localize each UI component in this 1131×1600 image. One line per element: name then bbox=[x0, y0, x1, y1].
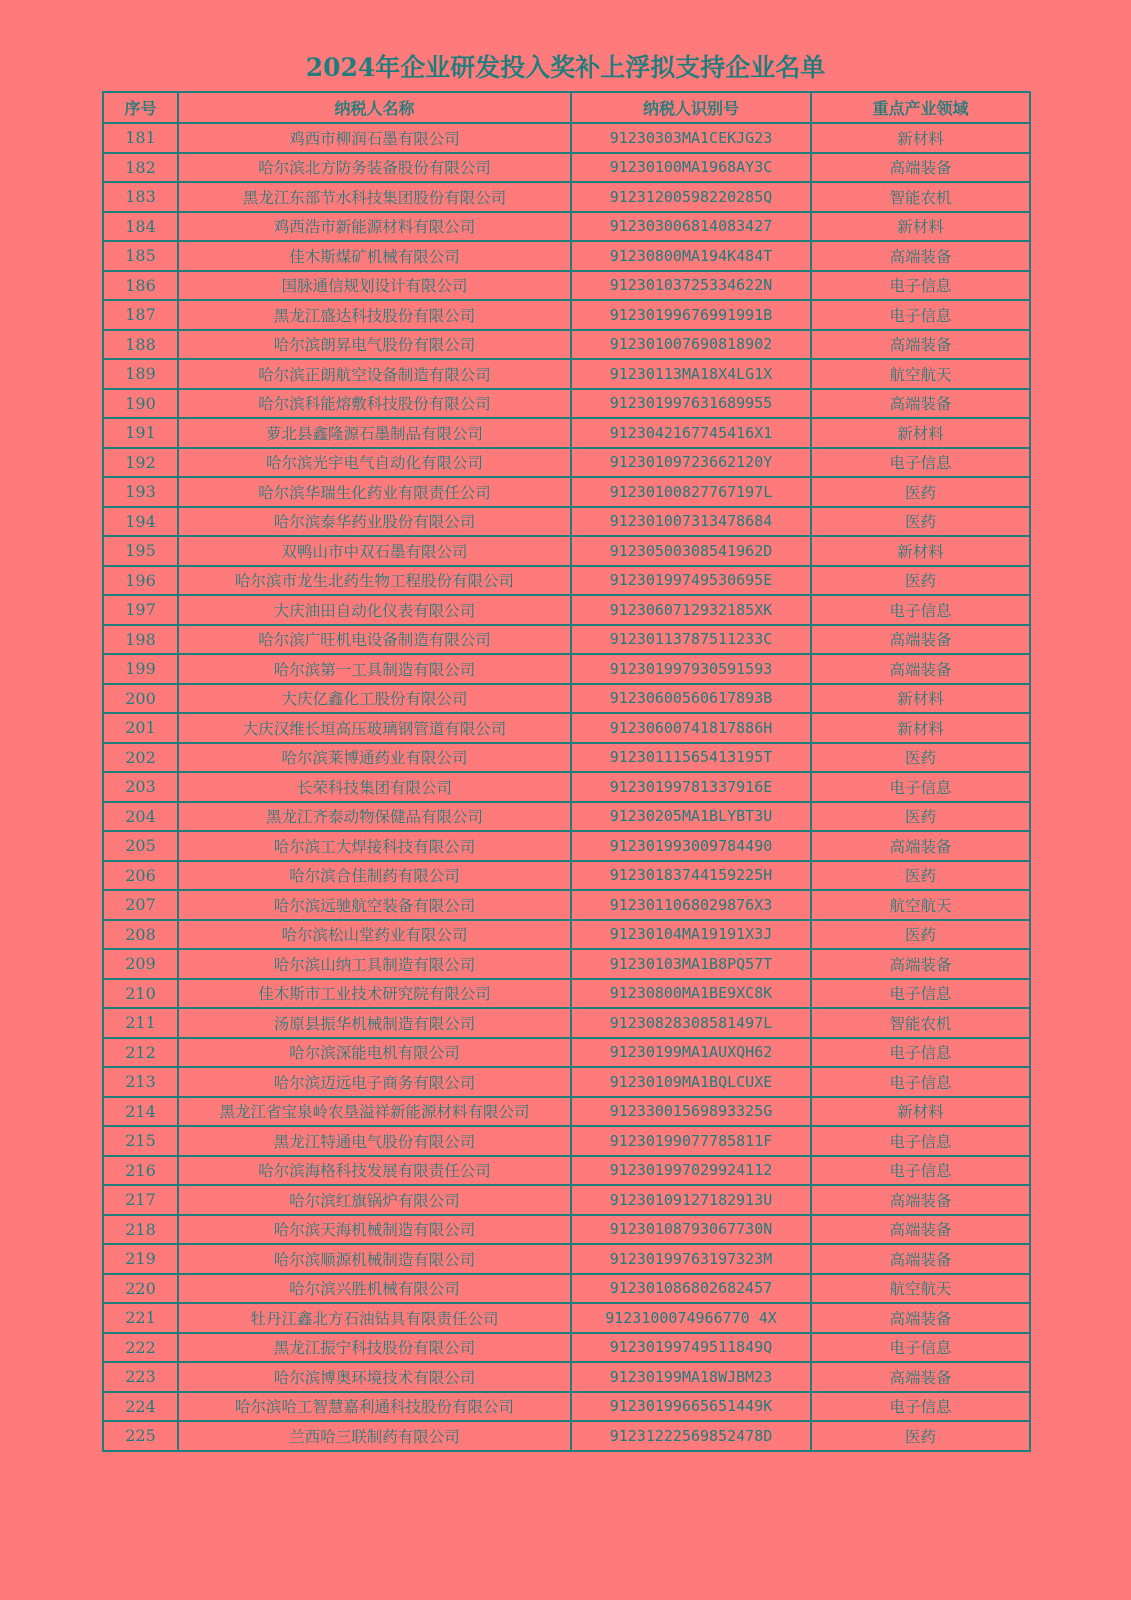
cell-tax-id: 9123100074966770 4X bbox=[571, 1303, 811, 1333]
table-row bbox=[103, 418, 1030, 448]
cell-industry: 医药 bbox=[811, 743, 1030, 773]
cell-taxpayer-name: 黑龙江盛达科技股份有限公司 bbox=[178, 300, 571, 330]
table-header-row bbox=[103, 92, 1030, 123]
cell-index: 203 bbox=[103, 772, 178, 802]
cell-tax-id: 91230199676991991B bbox=[571, 300, 811, 330]
table-row bbox=[103, 654, 1030, 684]
table-row bbox=[103, 1392, 1030, 1422]
cell-index: 192 bbox=[103, 448, 178, 478]
cell-tax-id: 9123042167745416X1 bbox=[571, 418, 811, 448]
cell-taxpayer-name: 哈尔滨泰华药业股份有限公司 bbox=[178, 507, 571, 537]
table-row bbox=[103, 684, 1030, 714]
cell-industry: 新材料 bbox=[811, 684, 1030, 714]
table-body bbox=[103, 123, 1030, 1451]
cell-industry: 高端装备 bbox=[811, 153, 1030, 183]
cell-tax-id: 91231222569852478D bbox=[571, 1421, 811, 1451]
cell-industry: 高端装备 bbox=[811, 1303, 1030, 1333]
cell-tax-id: 912301997029924112 bbox=[571, 1156, 811, 1186]
cell-tax-id: 91230199749511849Q bbox=[571, 1333, 811, 1363]
cell-tax-id: 91230109127182913U bbox=[571, 1185, 811, 1215]
cell-taxpayer-name: 哈尔滨广旺机电设备制造有限公司 bbox=[178, 625, 571, 655]
cell-taxpayer-name: 大庆亿鑫化工股份有限公司 bbox=[178, 684, 571, 714]
cell-taxpayer-name: 国脉通信规划设计有限公司 bbox=[178, 271, 571, 301]
table-row bbox=[103, 566, 1030, 596]
cell-industry: 电子信息 bbox=[811, 979, 1030, 1009]
table-row bbox=[103, 595, 1030, 625]
cell-index: 190 bbox=[103, 389, 178, 419]
cell-index: 219 bbox=[103, 1244, 178, 1274]
cell-industry: 电子信息 bbox=[811, 1333, 1030, 1363]
cell-tax-id: 91230199MA18WJBM23 bbox=[571, 1362, 811, 1392]
cell-taxpayer-name: 哈尔滨深能电机有限公司 bbox=[178, 1038, 571, 1068]
column-header-index: 序号 bbox=[103, 92, 178, 123]
cell-industry: 高端装备 bbox=[811, 389, 1030, 419]
table-row bbox=[103, 1333, 1030, 1363]
cell-industry: 新材料 bbox=[811, 418, 1030, 448]
cell-taxpayer-name: 鸡西浩市新能源材料有限公司 bbox=[178, 212, 571, 242]
table-row bbox=[103, 713, 1030, 743]
cell-index: 213 bbox=[103, 1067, 178, 1097]
cell-index: 206 bbox=[103, 861, 178, 891]
cell-industry: 电子信息 bbox=[811, 1038, 1030, 1068]
cell-index: 195 bbox=[103, 536, 178, 566]
cell-taxpayer-name: 兰西哈三联制药有限公司 bbox=[178, 1421, 571, 1451]
cell-taxpayer-name: 哈尔滨天海机械制造有限公司 bbox=[178, 1215, 571, 1245]
cell-industry: 新材料 bbox=[811, 123, 1030, 153]
table-row bbox=[103, 949, 1030, 979]
cell-tax-id: 91230108793067730N bbox=[571, 1215, 811, 1245]
cell-taxpayer-name: 哈尔滨华瑞生化药业有限责任公司 bbox=[178, 477, 571, 507]
cell-index: 220 bbox=[103, 1274, 178, 1304]
cell-tax-id: 91230103725334622N bbox=[571, 271, 811, 301]
cell-index: 208 bbox=[103, 920, 178, 950]
cell-industry: 高端装备 bbox=[811, 330, 1030, 360]
cell-tax-id: 91230100827767197L bbox=[571, 477, 811, 507]
table-row bbox=[103, 625, 1030, 655]
cell-tax-id: 912301007313478684 bbox=[571, 507, 811, 537]
column-header-tax-id: 纳税人识别号 bbox=[571, 92, 811, 123]
cell-industry: 电子信息 bbox=[811, 300, 1030, 330]
table-row bbox=[103, 507, 1030, 537]
cell-tax-id: 912303006814083427 bbox=[571, 212, 811, 242]
cell-taxpayer-name: 黑龙江省宝泉岭农垦溢祥新能源材料有限公司 bbox=[178, 1097, 571, 1127]
table-row bbox=[103, 477, 1030, 507]
table-row bbox=[103, 1215, 1030, 1245]
table-row bbox=[103, 300, 1030, 330]
cell-index: 186 bbox=[103, 271, 178, 301]
table-row bbox=[103, 182, 1030, 212]
cell-index: 181 bbox=[103, 123, 178, 153]
cell-index: 191 bbox=[103, 418, 178, 448]
cell-industry: 高端装备 bbox=[811, 1362, 1030, 1392]
table-row bbox=[103, 536, 1030, 566]
cell-index: 199 bbox=[103, 654, 178, 684]
cell-industry: 医药 bbox=[811, 1421, 1030, 1451]
cell-taxpayer-name: 哈尔滨朗昇电气股份有限公司 bbox=[178, 330, 571, 360]
cell-index: 182 bbox=[103, 153, 178, 183]
cell-industry: 医药 bbox=[811, 566, 1030, 596]
cell-index: 197 bbox=[103, 595, 178, 625]
cell-taxpayer-name: 哈尔滨红旗锅炉有限公司 bbox=[178, 1185, 571, 1215]
table-row bbox=[103, 1097, 1030, 1127]
cell-tax-id: 91230111565413195T bbox=[571, 743, 811, 773]
cell-industry: 高端装备 bbox=[811, 1244, 1030, 1274]
cell-index: 185 bbox=[103, 241, 178, 271]
cell-tax-id: 91230100MA1968AY3C bbox=[571, 153, 811, 183]
table-row bbox=[103, 1274, 1030, 1304]
cell-industry: 航空航天 bbox=[811, 359, 1030, 389]
cell-tax-id: 91230183744159225H bbox=[571, 861, 811, 891]
table-row bbox=[103, 153, 1030, 183]
cell-tax-id: 91230113787511233C bbox=[571, 625, 811, 655]
cell-taxpayer-name: 牡丹江鑫北方石油钻具有限责任公司 bbox=[178, 1303, 571, 1333]
cell-index: 200 bbox=[103, 684, 178, 714]
cell-tax-id: 91230600741817886H bbox=[571, 713, 811, 743]
cell-tax-id: 91230800MA1BE9XC8K bbox=[571, 979, 811, 1009]
page-title: 2024年企业研发投入奖补上浮拟支持企业名单 bbox=[305, 53, 826, 82]
cell-index: 205 bbox=[103, 831, 178, 861]
cell-industry: 新材料 bbox=[811, 713, 1030, 743]
cell-industry: 高端装备 bbox=[811, 1185, 1030, 1215]
table-row bbox=[103, 831, 1030, 861]
cell-industry: 新材料 bbox=[811, 536, 1030, 566]
cell-industry: 航空航天 bbox=[811, 1274, 1030, 1304]
table-row bbox=[103, 1067, 1030, 1097]
cell-industry: 电子信息 bbox=[811, 271, 1030, 301]
cell-industry: 电子信息 bbox=[811, 1126, 1030, 1156]
cell-taxpayer-name: 哈尔滨正朗航空设备制造有限公司 bbox=[178, 359, 571, 389]
column-header-industry: 重点产业领域 bbox=[811, 92, 1030, 123]
cell-taxpayer-name: 哈尔滨北方防务装备股份有限公司 bbox=[178, 153, 571, 183]
cell-industry: 医药 bbox=[811, 861, 1030, 891]
cell-index: 221 bbox=[103, 1303, 178, 1333]
cell-industry: 电子信息 bbox=[811, 1156, 1030, 1186]
cell-tax-id: 91230109723662120Y bbox=[571, 448, 811, 478]
cell-industry: 新材料 bbox=[811, 1097, 1030, 1127]
cell-taxpayer-name: 哈尔滨哈工智慧嘉利通科技股份有限公司 bbox=[178, 1392, 571, 1422]
cell-taxpayer-name: 哈尔滨莱博通药业有限公司 bbox=[178, 743, 571, 773]
cell-tax-id: 91230103MA1B8PQ57T bbox=[571, 949, 811, 979]
cell-taxpayer-name: 佳木斯煤矿机械有限公司 bbox=[178, 241, 571, 271]
cell-taxpayer-name: 哈尔滨博奥环境技术有限公司 bbox=[178, 1362, 571, 1392]
cell-index: 211 bbox=[103, 1008, 178, 1038]
table-row bbox=[103, 330, 1030, 360]
cell-taxpayer-name: 大庆汉维长垣高压玻璃钢管道有限公司 bbox=[178, 713, 571, 743]
cell-taxpayer-name: 哈尔滨市龙生北药生物工程股份有限公司 bbox=[178, 566, 571, 596]
cell-tax-id: 91230199MA1AUXQH62 bbox=[571, 1038, 811, 1068]
table-row bbox=[103, 1303, 1030, 1333]
cell-taxpayer-name: 萝北县鑫隆源石墨制品有限公司 bbox=[178, 418, 571, 448]
cell-industry: 智能农机 bbox=[811, 182, 1030, 212]
cell-taxpayer-name: 鸡西市柳润石墨有限公司 bbox=[178, 123, 571, 153]
cell-taxpayer-name: 佳木斯市工业技术研究院有限公司 bbox=[178, 979, 571, 1009]
cell-industry: 电子信息 bbox=[811, 595, 1030, 625]
cell-taxpayer-name: 大庆油田自动化仪表有限公司 bbox=[178, 595, 571, 625]
cell-industry: 高端装备 bbox=[811, 241, 1030, 271]
cell-tax-id: 912301997930591593 bbox=[571, 654, 811, 684]
cell-tax-id: 91230199665651449K bbox=[571, 1392, 811, 1422]
table-row bbox=[103, 1362, 1030, 1392]
cell-tax-id: 91230109MA1BQLCUXE bbox=[571, 1067, 811, 1097]
cell-taxpayer-name: 长荣科技集团有限公司 bbox=[178, 772, 571, 802]
table-row bbox=[103, 979, 1030, 1009]
table-row bbox=[103, 802, 1030, 832]
table-row bbox=[103, 1156, 1030, 1186]
table-row bbox=[103, 772, 1030, 802]
cell-index: 224 bbox=[103, 1392, 178, 1422]
cell-index: 188 bbox=[103, 330, 178, 360]
cell-index: 204 bbox=[103, 802, 178, 832]
table-row bbox=[103, 271, 1030, 301]
cell-taxpayer-name: 哈尔滨兴胜机械有限公司 bbox=[178, 1274, 571, 1304]
table-row bbox=[103, 212, 1030, 242]
cell-industry: 航空航天 bbox=[811, 890, 1030, 920]
cell-index: 218 bbox=[103, 1215, 178, 1245]
cell-industry: 电子信息 bbox=[811, 448, 1030, 478]
table-row bbox=[103, 890, 1030, 920]
cell-tax-id: 9123060712932185XK bbox=[571, 595, 811, 625]
cell-index: 214 bbox=[103, 1097, 178, 1127]
cell-index: 217 bbox=[103, 1185, 178, 1215]
cell-tax-id: 91230199077785811F bbox=[571, 1126, 811, 1156]
cell-index: 216 bbox=[103, 1156, 178, 1186]
cell-industry: 高端装备 bbox=[811, 654, 1030, 684]
cell-taxpayer-name: 哈尔滨顺源机械制造有限公司 bbox=[178, 1244, 571, 1274]
cell-index: 196 bbox=[103, 566, 178, 596]
cell-taxpayer-name: 哈尔滨松山堂药业有限公司 bbox=[178, 920, 571, 950]
cell-tax-id: 9123011068029876X3 bbox=[571, 890, 811, 920]
cell-tax-id: 91230199781337916E bbox=[571, 772, 811, 802]
cell-index: 193 bbox=[103, 477, 178, 507]
cell-index: 223 bbox=[103, 1362, 178, 1392]
cell-industry: 电子信息 bbox=[811, 1067, 1030, 1097]
table-row bbox=[103, 743, 1030, 773]
cell-taxpayer-name: 哈尔滨山纳工具制造有限公司 bbox=[178, 949, 571, 979]
cell-tax-id: 912301993009784490 bbox=[571, 831, 811, 861]
table-row bbox=[103, 448, 1030, 478]
cell-taxpayer-name: 双鸭山市中双石墨有限公司 bbox=[178, 536, 571, 566]
cell-industry: 电子信息 bbox=[811, 1392, 1030, 1422]
cell-tax-id: 91230113MA18X4LG1X bbox=[571, 359, 811, 389]
cell-index: 225 bbox=[103, 1421, 178, 1451]
table-row bbox=[103, 241, 1030, 271]
table-row bbox=[103, 1185, 1030, 1215]
cell-industry: 医药 bbox=[811, 507, 1030, 537]
cell-industry: 智能农机 bbox=[811, 1008, 1030, 1038]
cell-tax-id: 912301997631689955 bbox=[571, 389, 811, 419]
cell-taxpayer-name: 哈尔滨工大焊接科技有限公司 bbox=[178, 831, 571, 861]
cell-taxpayer-name: 哈尔滨光宇电气自动化有限公司 bbox=[178, 448, 571, 478]
cell-industry: 高端装备 bbox=[811, 949, 1030, 979]
cell-tax-id: 91231200598220285Q bbox=[571, 182, 811, 212]
cell-industry: 医药 bbox=[811, 477, 1030, 507]
cell-index: 183 bbox=[103, 182, 178, 212]
cell-taxpayer-name: 哈尔滨迈远电子商务有限公司 bbox=[178, 1067, 571, 1097]
cell-index: 222 bbox=[103, 1333, 178, 1363]
cell-index: 198 bbox=[103, 625, 178, 655]
table-row bbox=[103, 1244, 1030, 1274]
cell-index: 212 bbox=[103, 1038, 178, 1068]
cell-industry: 医药 bbox=[811, 920, 1030, 950]
cell-taxpayer-name: 哈尔滨海格科技发展有限责任公司 bbox=[178, 1156, 571, 1186]
cell-index: 184 bbox=[103, 212, 178, 242]
cell-index: 194 bbox=[103, 507, 178, 537]
table-row bbox=[103, 1008, 1030, 1038]
table-row bbox=[103, 861, 1030, 891]
table-row bbox=[103, 1421, 1030, 1451]
cell-taxpayer-name: 黑龙江振宁科技股份有限公司 bbox=[178, 1333, 571, 1363]
table-row bbox=[103, 920, 1030, 950]
cell-tax-id: 91230199749530695E bbox=[571, 566, 811, 596]
cell-tax-id: 91230800MA194K484T bbox=[571, 241, 811, 271]
cell-taxpayer-name: 哈尔滨远驰航空装备有限公司 bbox=[178, 890, 571, 920]
cell-index: 201 bbox=[103, 713, 178, 743]
table-row bbox=[103, 1126, 1030, 1156]
table-row bbox=[103, 359, 1030, 389]
cell-index: 207 bbox=[103, 890, 178, 920]
cell-tax-id: 91230205MA1BLYBT3U bbox=[571, 802, 811, 832]
cell-index: 202 bbox=[103, 743, 178, 773]
cell-index: 210 bbox=[103, 979, 178, 1009]
cell-index: 209 bbox=[103, 949, 178, 979]
cell-tax-id: 91230500308541962D bbox=[571, 536, 811, 566]
cell-taxpayer-name: 黑龙江东部节水科技集团股份有限公司 bbox=[178, 182, 571, 212]
cell-taxpayer-name: 哈尔滨科能熔敷科技股份有限公司 bbox=[178, 389, 571, 419]
cell-taxpayer-name: 汤原县振华机械制造有限公司 bbox=[178, 1008, 571, 1038]
cell-index: 189 bbox=[103, 359, 178, 389]
table-row bbox=[103, 123, 1030, 153]
enterprise-list-table bbox=[102, 91, 1031, 1452]
cell-tax-id: 91230303MA1CEKJG23 bbox=[571, 123, 811, 153]
cell-taxpayer-name: 黑龙江特通电气股份有限公司 bbox=[178, 1126, 571, 1156]
cell-industry: 新材料 bbox=[811, 212, 1030, 242]
cell-industry: 高端装备 bbox=[811, 831, 1030, 861]
cell-industry: 电子信息 bbox=[811, 772, 1030, 802]
cell-taxpayer-name: 哈尔滨第一工具制造有限公司 bbox=[178, 654, 571, 684]
cell-tax-id: 912301086802682457 bbox=[571, 1274, 811, 1304]
cell-tax-id: 91233001569893325G bbox=[571, 1097, 811, 1127]
cell-index: 187 bbox=[103, 300, 178, 330]
column-header-name: 纳税人名称 bbox=[178, 92, 571, 123]
cell-taxpayer-name: 哈尔滨合佳制药有限公司 bbox=[178, 861, 571, 891]
cell-tax-id: 91230828308581497L bbox=[571, 1008, 811, 1038]
cell-tax-id: 912301007690818902 bbox=[571, 330, 811, 360]
cell-taxpayer-name: 黑龙江齐泰动物保健品有限公司 bbox=[178, 802, 571, 832]
table-row bbox=[103, 1038, 1030, 1068]
cell-industry: 医药 bbox=[811, 802, 1030, 832]
cell-industry: 高端装备 bbox=[811, 1215, 1030, 1245]
table-row bbox=[103, 389, 1030, 419]
cell-index: 215 bbox=[103, 1126, 178, 1156]
cell-tax-id: 91230104MA19191X3J bbox=[571, 920, 811, 950]
cell-tax-id: 91230600560617893B bbox=[571, 684, 811, 714]
cell-industry: 高端装备 bbox=[811, 625, 1030, 655]
cell-tax-id: 91230199763197323M bbox=[571, 1244, 811, 1274]
